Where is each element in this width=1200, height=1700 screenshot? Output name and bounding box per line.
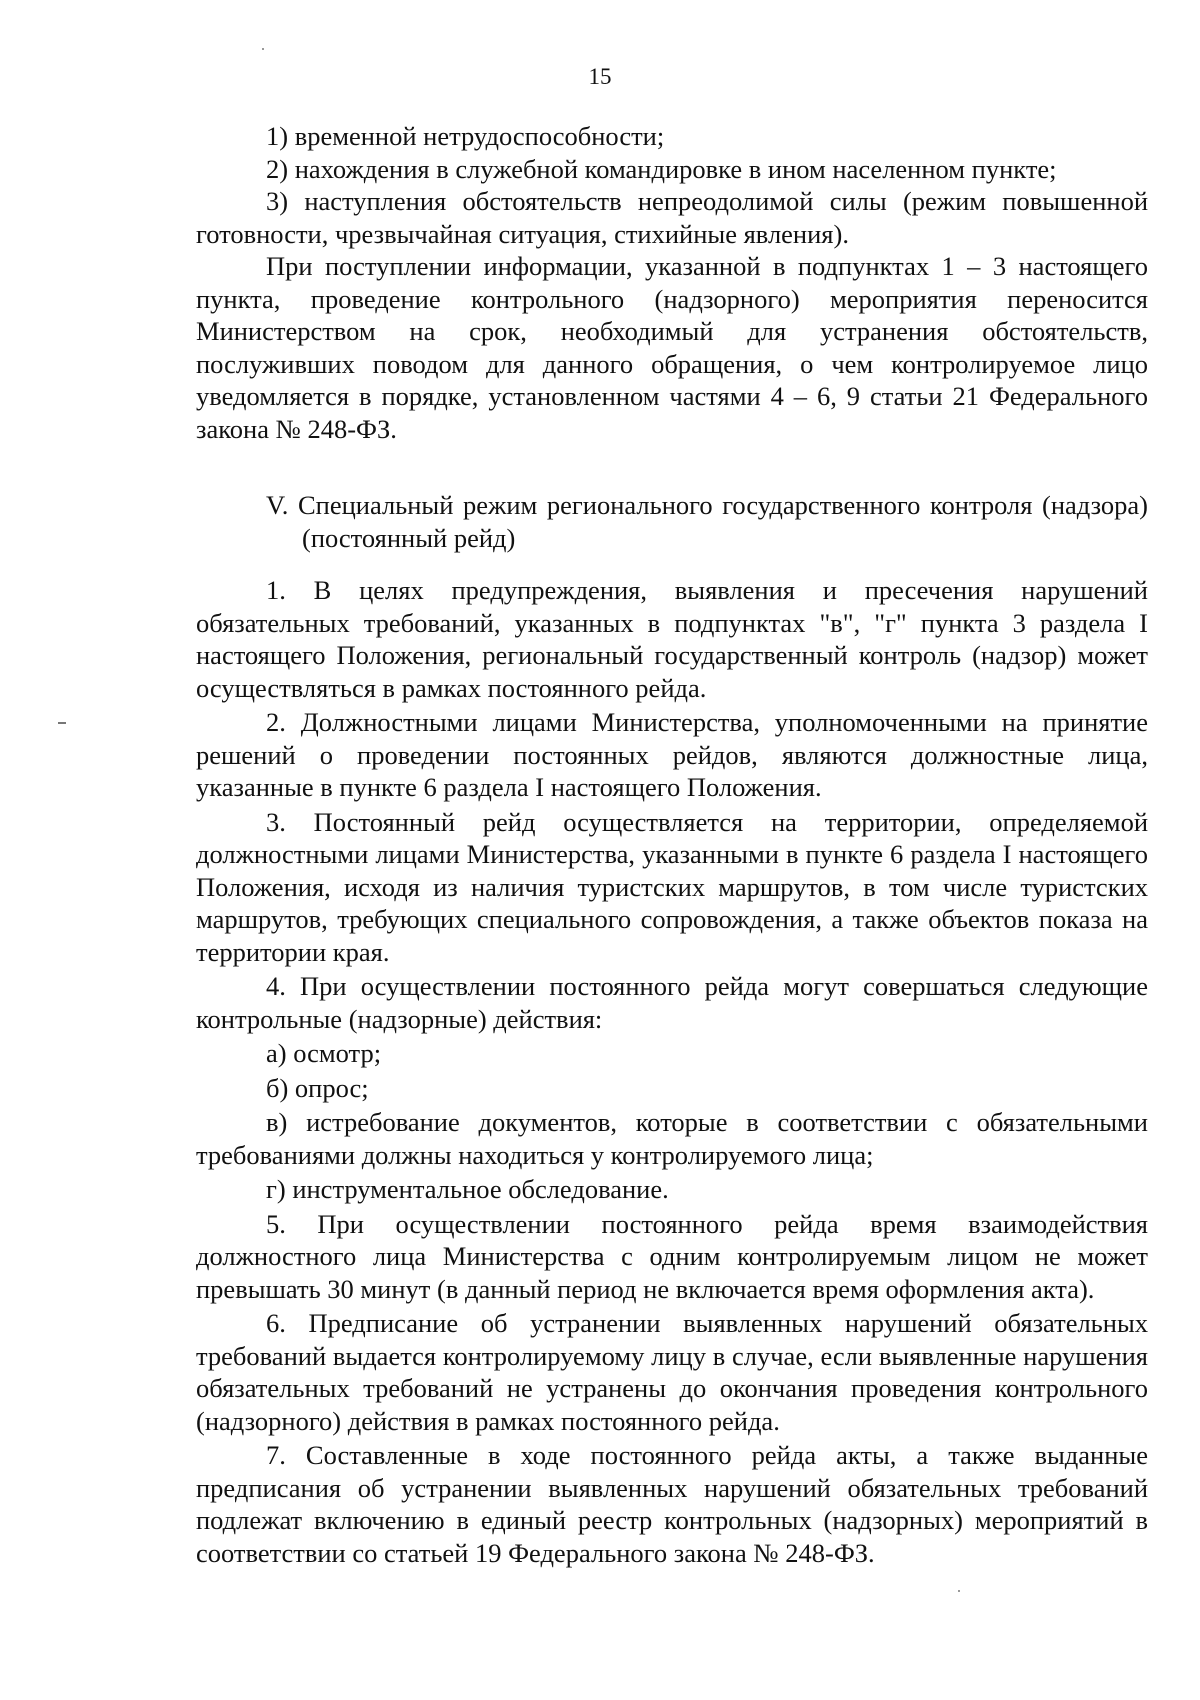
scan-speck — [262, 48, 264, 50]
paragraph: 6. Предписание об устранении выявленных нарушений обязательных требований выдается контролируемому лицу в случае, если выявленные нарушения обязательных требований не устранены до окончания проведения контрольного (надзорного) действия в рамках постоянного рейда. — [196, 1308, 1148, 1436]
paragraph: 1. В целях предупреждения, выявления и пресечения нарушений обязательных требований, указанных в подпунктах "в", "г" пункта 3 раздела I настоящего Положения, региональный государственный контроль (надзор) может осуществляться в рамках постоянного рейда. — [196, 575, 1148, 703]
scan-speck — [958, 1590, 960, 1592]
paragraph: 3) наступления обстоятельств непреодолимой силы (режим повышенной готовности, чрезвычайная ситуация, стихийные явления). — [196, 186, 1148, 249]
list-item: а) осмотр; — [266, 1038, 382, 1068]
paragraph: При поступлении информации, указанной в подпунктах 1 – 3 настоящего пункта, проведение контрольного (надзорного) мероприятия переносится Министерством на срок, необходимый для устранения обстоятельств, послуживших поводом для данного обращения, о чем контролируемое лицо уведомляется в порядке, установленном частями 4 – 6, 9 статьи 21 Федерального закона № 248-ФЗ. — [196, 251, 1148, 444]
list-item: в) истребование документов, которые в соответствии с обязательными требованиями должны находиться у контролируемого лица; — [196, 1107, 1148, 1170]
paragraph: 3. Постоянный рейд осуществляется на территории, определяемой должностными лицами Министерства, указанными в пункте 6 раздела I настоящего Положения, исходя из наличия туристских маршрутов, в том числе туристских маршрутов, требующих специального сопровождения, а также объектов показа на территории края. — [196, 806, 1148, 967]
list-item: г) инструментальное обследование. — [266, 1174, 669, 1204]
paragraph: 5. При осуществлении постоянного рейда время взаимодействия должностного лица Министерства с одним контролируемым лицом не может превышать 30 минут (в данный период не включается время оформления акта). — [196, 1208, 1148, 1304]
scan-mark — [58, 722, 66, 724]
paragraph: 4. При осуществлении постоянного рейда могут совершаться следующие контрольные (надзорные) действия: — [196, 971, 1148, 1034]
paragraph: 2. Должностными лицами Министерства, уполномоченными на принятие решений о проведении постоянных рейдов, являются должностные лица, указанные в пункте 6 раздела I настоящего Положения. — [196, 707, 1148, 802]
list-item: б) опрос; — [266, 1072, 369, 1103]
document-body — [196, 120, 1148, 1569]
page-number: 15 — [588, 64, 612, 89]
paragraph: 7. Составленные в ходе постоянного рейда акты, а также выданные предписания об устранении выявленных нарушений обязательных требований подлежат включению в единый реестр контрольных (надзорных) мероприятий в соответствии со статьей 19 Федерального закона № 248-ФЗ. — [196, 1440, 1148, 1568]
paragraph: 2) нахождения в служебной командировке в ином населенном пункте; — [266, 153, 1057, 184]
section-heading: V. Специальный режим регионального государственного контроля (надзора) (постоянный рейд) — [266, 490, 1148, 553]
paragraph: 1) временной нетрудоспособности; — [266, 121, 665, 151]
